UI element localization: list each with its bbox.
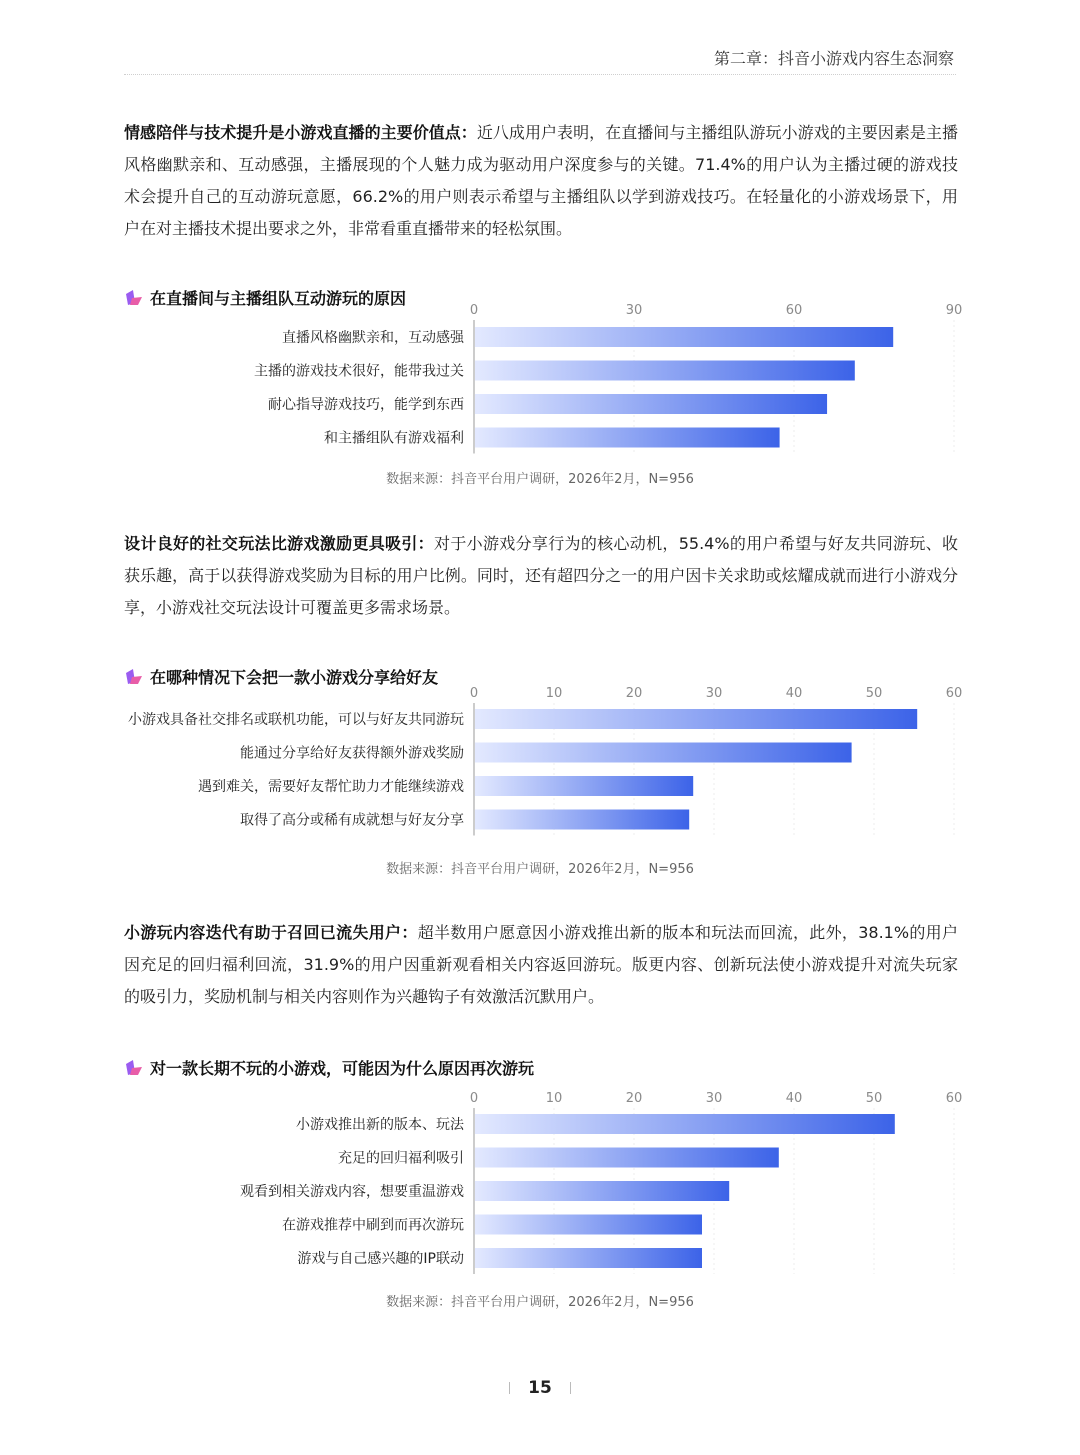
bar — [475, 1248, 702, 1268]
chart-1 — [124, 298, 964, 458]
category-label: 观看到相关游戏内容，想要重温游戏 — [240, 1184, 464, 1200]
bar — [475, 1181, 729, 1201]
chart-1-title-text: 在直播间与主播组队互动游玩的原因 — [150, 289, 407, 308]
category-label: 取得了高分或稀有成就想与好友分享 — [240, 812, 464, 829]
axis-tick-label: 40 — [785, 686, 803, 701]
axis-tick-label: 10 — [545, 1091, 563, 1106]
axis-tick-label: 20 — [625, 686, 643, 701]
chart-bullet-icon — [124, 1059, 144, 1077]
bar — [475, 1215, 702, 1235]
chart-3-svg — [124, 1086, 964, 1276]
paragraph-3 — [124, 917, 958, 1013]
paragraph-3-body: 超半数用户愿意因小游戏推出新的版本和玩法而回流，此外，38.1%的用户因充足的回归福利回流，31.9%的用户因重新观看相关内容返回游玩。版更内容、创新玩法使小游戏提升对流失玩家的吸引力，奖励机制与相关内容则作为兴趣钩子有效激活沉默用户。 — [124, 923, 958, 1006]
category-label: 主播的游戏技术很好，能带我过关 — [254, 363, 464, 380]
category-label: 耐心指导游戏技巧，能学到东西 — [268, 397, 464, 413]
bar — [475, 743, 852, 763]
category-label: 充足的回归福利吸引 — [338, 1150, 464, 1167]
axis-tick-label: 30 — [705, 1091, 723, 1106]
chart-3-title — [124, 1056, 534, 1079]
chart-3-title-text: 对一款长期不玩的小游戏，可能因为什么原因再次游玩 — [150, 1059, 535, 1078]
axis-tick-label: 40 — [785, 1091, 803, 1106]
paragraph-1-lead: 情感陪伴与技术提升是小游戏直播的主要价值点： — [124, 123, 477, 142]
axis-tick-label: 20 — [625, 1091, 643, 1106]
axis-tick-label: 0 — [469, 686, 479, 701]
page-number-right-tick — [570, 1382, 571, 1394]
bar — [475, 327, 893, 347]
category-label: 能通过分享给好友获得额外游戏奖励 — [240, 745, 464, 762]
category-label: 小游戏具备社交排名或联机功能，可以与好友共同游玩 — [128, 712, 464, 728]
axis-tick-label: 60 — [945, 686, 963, 701]
chart-3 — [124, 1086, 964, 1276]
bar — [475, 709, 917, 729]
axis-tick-label: 60 — [785, 303, 803, 318]
paragraph-3-lead: 小游玩内容迭代有助于召回已流失用户： — [124, 923, 418, 942]
bar — [475, 361, 855, 381]
header-divider — [124, 74, 956, 75]
paragraph-1 — [124, 117, 958, 245]
category-label: 遇到难关，需要好友帮忙助力才能继续游戏 — [198, 779, 464, 795]
axis-tick-label: 60 — [945, 1091, 963, 1106]
bar — [475, 1148, 779, 1168]
chart-1-source: 数据来源：抖音平台用户调研，2026年2月，N=956 — [386, 472, 694, 487]
axis-tick-label: 50 — [865, 686, 883, 701]
paragraph-1-body: 近八成用户表明，在直播间与主播组队游玩小游戏的主要因素是主播风格幽默亲和、互动感强，主播展现的个人魅力成为驱动用户深度参与的关键。71.4%的用户认为主播过硬的游戏技术会提升自己的互动游玩意愿，66.2%的用户则表示希望与主播组队以学到游戏技巧。在轻量化的小游戏场景下，用户在对主播技术提出要求之外，非常看重直播带来的轻松氛围。 — [124, 123, 958, 238]
bar — [475, 428, 780, 448]
chart-1-svg — [124, 298, 964, 458]
chart-2 — [124, 681, 964, 843]
axis-tick-label: 0 — [469, 303, 479, 318]
bar — [475, 776, 693, 796]
bar — [475, 1114, 895, 1134]
page-number-left-tick — [509, 1382, 510, 1394]
chart-2-svg — [124, 681, 964, 843]
axis-tick-label: 90 — [945, 303, 963, 318]
axis-tick-label: 10 — [545, 686, 563, 701]
paragraph-2-lead: 设计良好的社交玩法比游戏激励更具吸引： — [124, 534, 434, 553]
bar — [475, 394, 827, 414]
category-label: 小游戏推出新的版本、玩法 — [296, 1117, 464, 1133]
chart-3-source: 数据来源：抖音平台用户调研，2026年2月，N=956 — [386, 1295, 694, 1310]
chart-2-source: 数据来源：抖音平台用户调研，2026年2月，N=956 — [386, 862, 694, 877]
category-label: 游戏与自己感兴趣的IP联动 — [297, 1251, 464, 1267]
paragraph-2-body: 对于小游戏分享行为的核心动机，55.4%的用户希望与好友共同游玩、收获乐趣，高于以获得游戏奖励为目标的用户比例。同时，还有超四分之一的用户因卡关求助或炫耀成就而进行小游戏分享，小游戏社交玩法设计可覆盖更多需求场景。 — [124, 534, 958, 617]
paragraph-2 — [124, 528, 958, 624]
chart-2-title-text: 在哪种情况下会把一款小游戏分享给好友 — [150, 668, 439, 687]
bar — [475, 810, 689, 830]
page-number: 15 — [528, 1378, 552, 1398]
page-footer — [0, 1378, 1080, 1398]
axis-tick-label: 0 — [469, 1091, 479, 1106]
axis-tick-label: 50 — [865, 1091, 883, 1106]
category-label: 在游戏推荐中刷到而再次游玩 — [282, 1217, 464, 1234]
axis-tick-label: 30 — [705, 686, 723, 701]
axis-tick-label: 30 — [625, 303, 643, 318]
category-label: 和主播组队有游戏福利 — [324, 430, 464, 447]
chapter-header: 第二章：抖音小游戏内容生态洞察 — [713, 49, 954, 68]
category-label: 直播风格幽默亲和，互动感强 — [282, 330, 464, 346]
